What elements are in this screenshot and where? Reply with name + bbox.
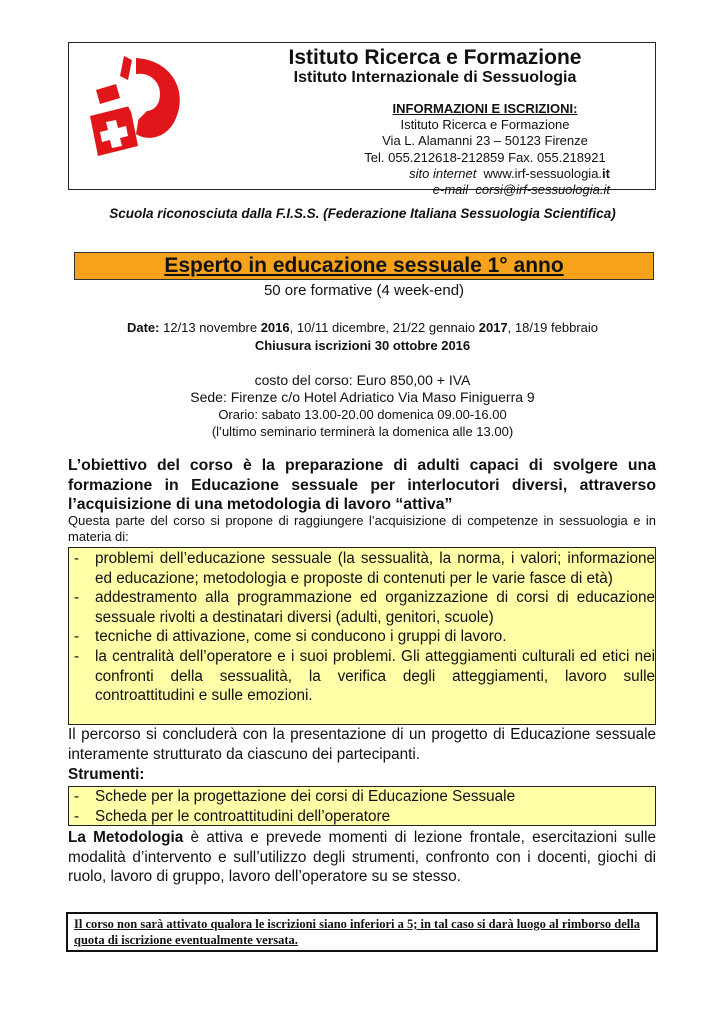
contact-info [260,101,630,198]
recognition-note: Scuola riconosciuta dalla F.I.S.S. (Federazione Italiana Sessuologia Scientifica) [109,206,616,221]
info-line-phone: Tel. 055.212618-212859 Fax. 055.218921 [364,149,606,165]
activation-notice [66,912,658,952]
info-line-site [260,166,630,182]
course-logistics [60,372,665,440]
email-link[interactable]: corsi@irf-sessuologia.it [475,182,610,198]
list-item: - problemi dell’educazione sessuale (la sessualità, la norma, i valori; informazione ed educazione; metodologia e proposte di contenuti per le varie fasce di età) [69,549,655,588]
course-objective: L’obiettivo del corso è la preparazione di adulti capaci di svolgere una formazione in Educazione sessuale per interlocutori diversi, attraverso l’acquisizione di una metodologia di lavoro “attiva” [68,457,656,513]
info-line-address: Via L. Alamanni 23 – 50123 Firenze [382,133,588,149]
course-intro: Questa parte del corso si propone di raggiungere l’acquisizione di competenze in sessuologia e in materia di: [68,513,656,544]
course-venue: Sede: Firenze c/o Hotel Adriatico Via Maso Finiguerra 9 [190,389,535,405]
tools-heading: Strumenti: [68,766,145,783]
course-title: Esperto in educazione sessuale 1° anno [164,254,564,277]
course-conclusion: Il percorso si concluderà con la presentazione di un progetto di Educazione sessuale interamente strutturato da ciascuno dei partecipanti. [68,726,656,763]
institute-subtitle: Istituto Internazionale di Sessuologia [293,69,577,86]
list-item: - tecniche di attivazione, come si conducono i gruppi di lavoro. [69,627,655,647]
methodology: La Metodologia è attiva e prevede momenti di lezione frontale, esercitazioni sulle modalità d’intervento e sull’utilizzo degli strumenti, confronto con i docenti, giochi di ruolo, lavoro di gruppo, lavoro dell’operatore su se stesso. [68,829,656,886]
site-label: sito internet [409,165,477,181]
notice-text: Il corso non sarà attivato qualora le iscrizioni siano inferiori a 5; in tal caso si darà luogo al rimborso della quota di iscrizione eventualmente versata. [74,917,640,947]
info-heading: INFORMAZIONI E ISCRIZIONI: [392,101,578,116]
course-hours: 50 ore formative (4 week-end) [263,282,465,299]
list-item: - la centralità dell’operatore e i suoi problemi. Gli atteggiamenti culturali ed etici nei confronti della sessualità, la verifica degli atteggiamenti, lavoro sulle controattitudini e sulle emozioni. [69,647,655,706]
list-item: - addestramento alla programmazione ed organizzazione di corsi di educazione sessuale rivolti a destinatari diversi (adulti, genitori, scuole) [69,588,655,627]
tools-box [68,786,656,826]
course-cost: costo del corso: Euro 850,00 + IVA [254,372,471,388]
info-line-email [260,182,630,198]
course-dates: Date: 12/13 novembre 2016, 10/11 dicembre, 21/22 gennaio 2017, 18/19 febbraio Chiusura iscrizioni 30 ottobre 2016 [60,319,665,355]
date-label: Date: [126,320,160,335]
enrollment-deadline: Chiusura iscrizioni 30 ottobre 2016 [254,338,471,353]
last-seminar-note: (l’ultimo seminario terminerà la domenica alle 13.00) [211,424,514,439]
site-link[interactable]: www.irf-sessuologia.it [483,165,610,181]
institute-title: Istituto Ricerca e Formazione [288,46,582,69]
institute-logo [76,50,186,180]
course-schedule: Orario: sabato 13.00-20.00 domenica 09.00-16.00 [218,407,507,422]
info-line-org: Istituto Ricerca e Formazione [400,117,570,133]
topics-box [68,547,656,725]
course-title-banner [74,252,654,280]
list-item: - Scheda per le controattitudini dell’operatore [69,807,655,827]
email-label: e-mail [432,182,469,198]
list-item: - Schede per la progettazione dei corsi di Educazione Sessuale [69,787,655,807]
methodology-label: La Metodologia [68,829,184,846]
